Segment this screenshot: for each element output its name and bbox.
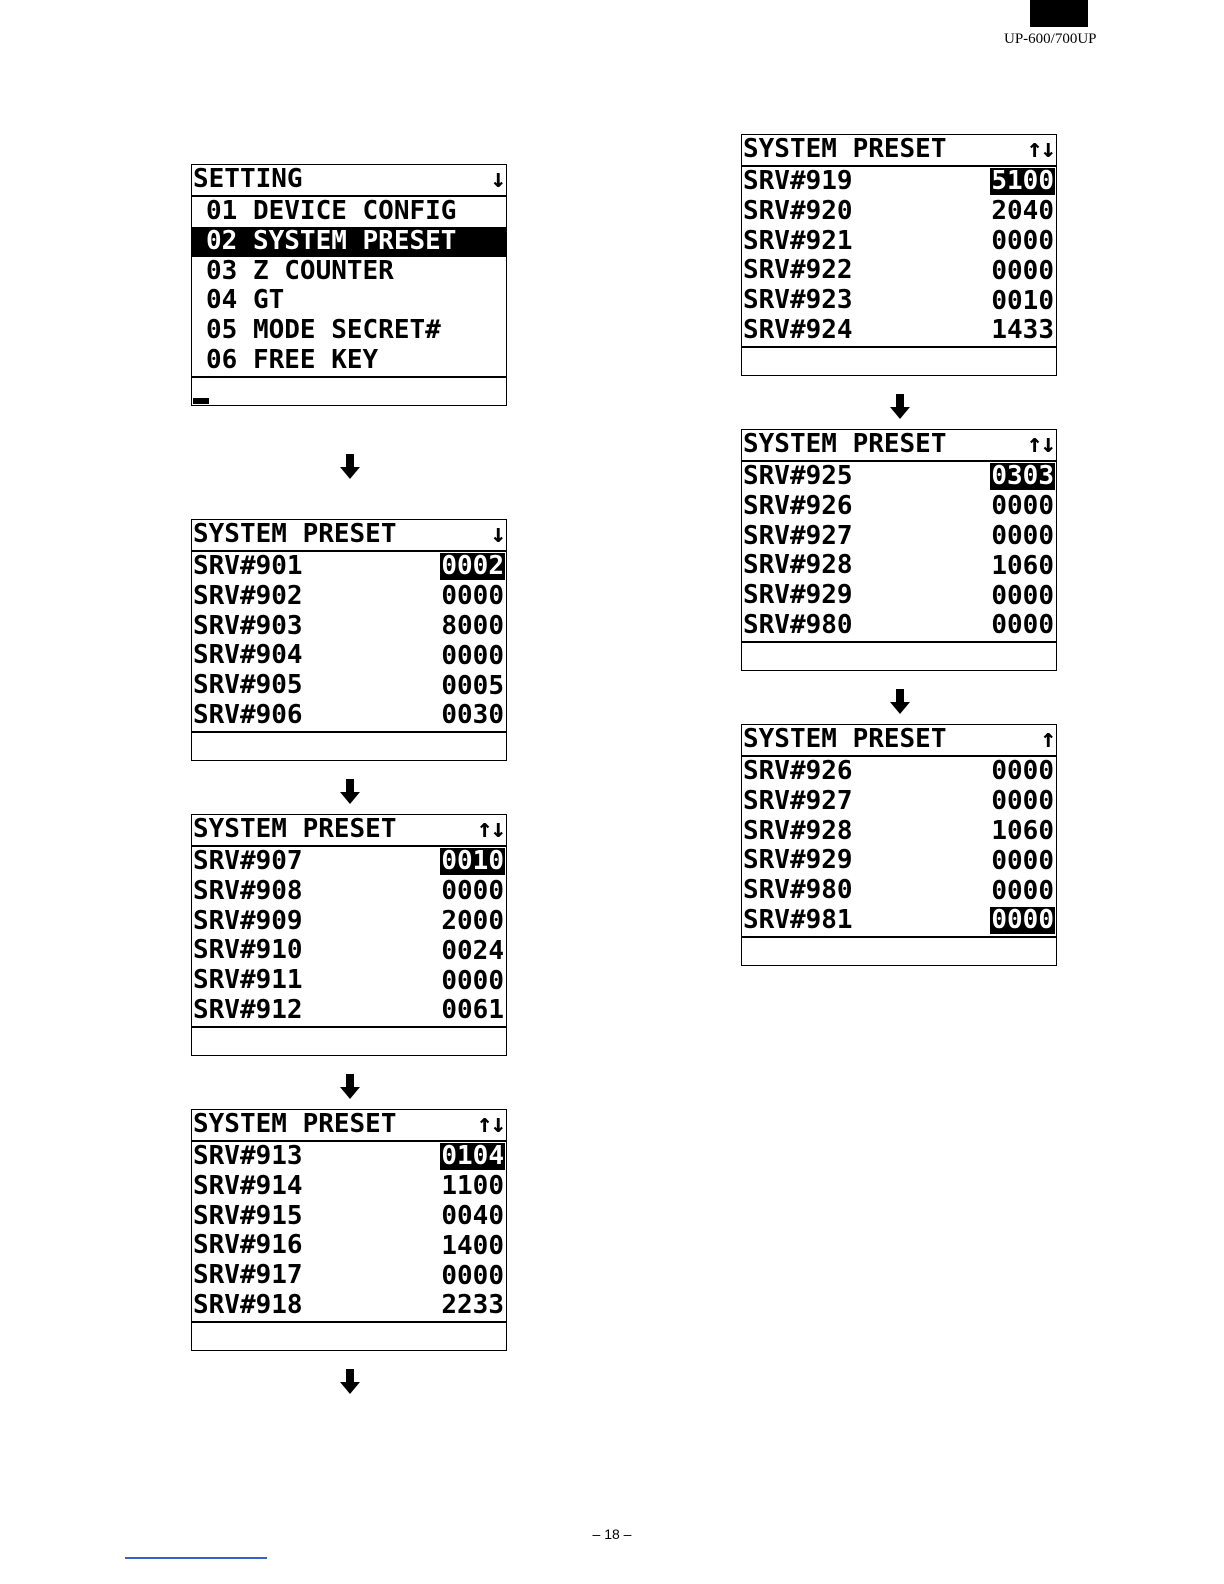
down-arrow-icon [339, 1074, 361, 1100]
preset-label: SRV#904 [193, 640, 303, 671]
input-line[interactable] [742, 641, 1056, 670]
preset-label: SRV#980 [743, 875, 853, 906]
menu-item-label: 01 DEVICE CONFIG [206, 196, 457, 226]
preset-value[interactable]: 0000 [991, 786, 1054, 817]
preset-label: SRV#918 [193, 1289, 303, 1320]
preset-value[interactable]: 0000 [441, 581, 504, 612]
input-line[interactable] [742, 936, 1056, 965]
down-arrow-icon [889, 394, 911, 420]
preset-value[interactable]: 0000 [991, 580, 1054, 611]
screen-title-bar [742, 725, 1056, 757]
screen-title: SYSTEM PRESET [193, 814, 397, 845]
input-line[interactable] [192, 731, 506, 760]
preset-row[interactable] [742, 817, 1056, 847]
menu-item-free-key[interactable] [192, 346, 506, 376]
preset-row[interactable] [192, 907, 506, 937]
preset-value[interactable]: 5100 [991, 166, 1054, 197]
preset-label: SRV#928 [743, 550, 853, 581]
preset-row[interactable] [192, 582, 506, 612]
preset-label: SRV#913 [193, 1141, 303, 1171]
preset-value[interactable]: 0000 [991, 875, 1054, 906]
screen-title-bar [742, 135, 1056, 167]
input-line[interactable] [192, 1321, 506, 1350]
preset-label: SRV#927 [743, 785, 853, 816]
preset-value[interactable]: 0000 [441, 1260, 504, 1291]
preset-row[interactable] [192, 671, 506, 701]
preset-value[interactable]: 0000 [441, 965, 504, 996]
system-preset-screen [741, 429, 1057, 671]
preset-value[interactable]: 0061 [441, 995, 504, 1026]
preset-value[interactable]: 2040 [991, 196, 1054, 227]
preset-row[interactable] [192, 1142, 506, 1172]
system-preset-screen [191, 1109, 507, 1351]
preset-value[interactable]: 1433 [991, 315, 1054, 346]
preset-label: SRV#981 [743, 904, 853, 935]
preset-row[interactable] [192, 966, 506, 996]
preset-row[interactable] [192, 936, 506, 966]
system-preset-screen [191, 814, 507, 1056]
scroll-arrows-icon: ↑↓ [1026, 134, 1054, 165]
preset-label: SRV#902 [193, 580, 303, 611]
preset-row[interactable] [742, 906, 1056, 936]
preset-label: SRV#924 [743, 314, 853, 345]
down-arrow-icon [339, 454, 361, 480]
scroll-arrows-icon: ↑↓ [476, 814, 504, 845]
preset-label: SRV#906 [193, 699, 303, 730]
preset-row[interactable] [742, 846, 1056, 876]
preset-row[interactable] [742, 876, 1056, 906]
preset-value[interactable]: 1400 [441, 1230, 504, 1261]
preset-value[interactable]: 0040 [441, 1200, 504, 1231]
preset-label: SRV#922 [743, 255, 853, 286]
screen-title: SYSTEM PRESET [743, 724, 947, 755]
preset-value[interactable]: 0030 [441, 700, 504, 731]
preset-value[interactable]: 2233 [441, 1290, 504, 1321]
preset-label: SRV#916 [193, 1230, 303, 1261]
page-number: – 18 – [592, 1526, 632, 1542]
preset-value[interactable]: 2000 [441, 905, 504, 936]
menu-item-label: 04 GT [206, 285, 285, 316]
preset-value[interactable]: 0024 [441, 935, 504, 966]
preset-row[interactable] [192, 1172, 506, 1202]
preset-row[interactable] [192, 641, 506, 671]
preset-row[interactable] [742, 611, 1056, 641]
screen-title: SYSTEM PRESET [193, 519, 397, 550]
screen-title-bar [192, 1110, 506, 1142]
preset-label: SRV#908 [193, 875, 303, 906]
setting-menu-screen [191, 164, 507, 406]
preset-label: SRV#909 [193, 905, 303, 936]
menu-item-system-preset[interactable] [192, 227, 506, 257]
preset-label: SRV#914 [193, 1170, 303, 1201]
preset-label: SRV#920 [743, 195, 853, 226]
preset-label: SRV#927 [743, 520, 853, 551]
preset-value[interactable]: 1060 [991, 815, 1054, 846]
screen-title: SYSTEM PRESET [743, 429, 947, 460]
preset-label: SRV#905 [193, 670, 303, 701]
screen-title-bar [192, 165, 506, 197]
preset-value[interactable]: 0010 [441, 846, 504, 877]
preset-row[interactable] [742, 522, 1056, 552]
preset-value[interactable]: 0010 [991, 285, 1054, 316]
preset-value[interactable]: 0000 [991, 905, 1054, 936]
scroll-arrows-icon: ↑↓ [476, 1109, 504, 1140]
menu-item-gt[interactable] [192, 286, 506, 316]
preset-value[interactable]: 0000 [991, 491, 1054, 522]
preset-value[interactable]: 0000 [441, 640, 504, 671]
down-arrow-icon [339, 1369, 361, 1395]
preset-row[interactable] [192, 996, 506, 1026]
preset-label: SRV#903 [193, 610, 303, 641]
preset-value[interactable]: 0000 [991, 225, 1054, 256]
menu-item-z-counter[interactable] [192, 257, 506, 287]
preset-label: SRV#901 [193, 551, 303, 581]
preset-label: SRV#925 [743, 461, 853, 491]
preset-label: SRV#926 [743, 756, 853, 786]
system-preset-screen [741, 724, 1057, 966]
preset-label: SRV#912 [193, 994, 303, 1025]
preset-label: SRV#915 [193, 1200, 303, 1231]
menu-item-label: 05 MODE SECRET# [206, 315, 441, 346]
preset-row[interactable] [742, 581, 1056, 611]
preset-value[interactable]: 0005 [441, 670, 504, 701]
system-preset-screen [191, 519, 507, 761]
preset-row[interactable] [192, 701, 506, 731]
preset-row[interactable] [192, 847, 506, 877]
preset-row[interactable] [192, 612, 506, 642]
preset-label: SRV#921 [743, 225, 853, 256]
scroll-arrows-icon: ↑ [1040, 724, 1054, 755]
preset-row[interactable] [742, 787, 1056, 817]
input-line[interactable] [192, 376, 506, 405]
preset-row[interactable] [192, 877, 506, 907]
preset-value[interactable]: 8000 [441, 610, 504, 641]
preset-label: SRV#911 [193, 965, 303, 996]
screen-title: SETTING [193, 164, 303, 195]
scroll-arrows-icon: ↓ [490, 519, 504, 550]
screen-title: SYSTEM PRESET [743, 134, 947, 165]
preset-label: SRV#919 [743, 166, 853, 196]
preset-value[interactable]: 1060 [991, 550, 1054, 581]
preset-row[interactable] [192, 552, 506, 582]
preset-row[interactable] [192, 1291, 506, 1321]
menu-item-label: 06 FREE KEY [206, 344, 379, 375]
screen-title-bar [192, 520, 506, 552]
menu-item-label: 03 Z COUNTER [206, 255, 394, 286]
preset-label: SRV#917 [193, 1260, 303, 1291]
preset-row[interactable] [742, 286, 1056, 316]
preset-row[interactable] [742, 551, 1056, 581]
preset-label: SRV#910 [193, 935, 303, 966]
preset-value[interactable]: 0104 [441, 1141, 504, 1172]
preset-value[interactable]: 0000 [441, 876, 504, 907]
input-line[interactable] [742, 346, 1056, 375]
screen-title-bar [742, 430, 1056, 462]
preset-label: SRV#907 [193, 846, 303, 876]
model-label: UP-600/700UP [1004, 31, 1097, 47]
menu-item-mode-secret[interactable] [192, 316, 506, 346]
preset-value[interactable]: 0002 [441, 551, 504, 582]
menu-item-label: 02 SYSTEM PRESET [206, 225, 457, 256]
preset-value[interactable]: 0000 [991, 845, 1054, 876]
preset-value[interactable]: 0000 [991, 756, 1054, 787]
preset-row[interactable] [742, 462, 1056, 492]
screen-title: SYSTEM PRESET [193, 1109, 397, 1140]
down-arrow-icon [889, 689, 911, 715]
preset-label: SRV#926 [743, 490, 853, 521]
preset-row[interactable] [742, 256, 1056, 286]
scroll-arrows-icon: ↑↓ [1026, 429, 1054, 460]
preset-label: SRV#928 [743, 815, 853, 846]
preset-row[interactable] [742, 757, 1056, 787]
screen-title-bar [192, 815, 506, 847]
preset-label: SRV#980 [743, 609, 853, 640]
input-line[interactable] [192, 1026, 506, 1055]
preset-row[interactable] [742, 227, 1056, 257]
preset-row[interactable] [192, 1261, 506, 1291]
down-arrow-icon [339, 779, 361, 805]
preset-value[interactable]: 0000 [991, 255, 1054, 286]
preset-row[interactable] [742, 492, 1056, 522]
scroll-arrows-icon: ↓ [490, 164, 504, 195]
footer-rule [125, 1557, 267, 1559]
preset-label: SRV#929 [743, 580, 853, 611]
preset-row[interactable] [192, 1231, 506, 1261]
preset-value[interactable]: 1100 [441, 1171, 504, 1202]
cursor [193, 398, 209, 404]
system-preset-screen [741, 134, 1057, 376]
menu-item-device-config[interactable] [192, 197, 506, 227]
preset-row[interactable] [742, 197, 1056, 227]
preset-row[interactable] [192, 1202, 506, 1232]
preset-value[interactable]: 0000 [991, 610, 1054, 641]
preset-row[interactable] [742, 167, 1056, 197]
preset-value[interactable]: 0303 [991, 461, 1054, 492]
preset-label: SRV#929 [743, 845, 853, 876]
preset-value[interactable]: 0000 [991, 520, 1054, 551]
preset-label: SRV#923 [743, 285, 853, 316]
corner-tab [1030, 0, 1088, 27]
preset-row[interactable] [742, 316, 1056, 346]
